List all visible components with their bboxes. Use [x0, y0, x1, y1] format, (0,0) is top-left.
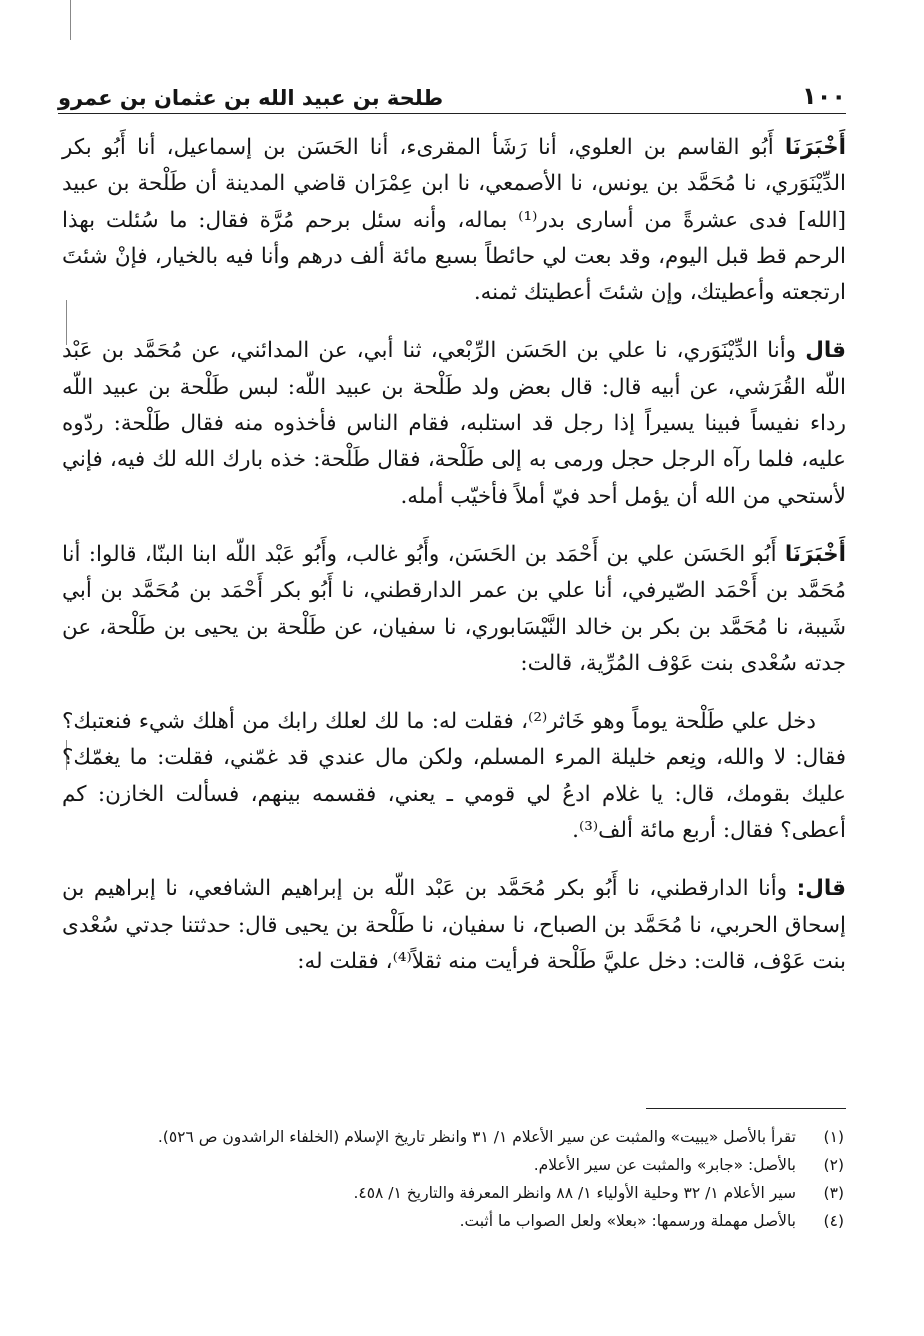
- paragraph-lead: قال:: [796, 876, 846, 902]
- page-number: ١٠٠: [802, 82, 846, 110]
- footnote-text: بالأصل: «جابر» والمثبت عن سير الأعلام.: [533, 1156, 796, 1174]
- footnote: [70, 1124, 844, 1150]
- main-text: [62, 130, 846, 1002]
- paragraph-lead: قال: [805, 338, 846, 364]
- footnote-number: (٤): [823, 1212, 844, 1230]
- footnote-number: (١): [823, 1128, 844, 1146]
- footnote: [70, 1180, 844, 1206]
- paragraph: [62, 130, 846, 311]
- paragraph: [62, 333, 846, 514]
- footnote-number: (٢): [823, 1156, 844, 1174]
- paragraph-text: وأنا الدِّيْنَوَري، نا علي بن الحَسَن الرِّبْعي، ثنا أبي، عن المدائني، عن مُحَمَّد بن عَبْد اللّه القُرَشي، عن أبيه قال: قال بعض ولد طَلْحة بن عبيد اللّه: لبس طَلْحة بن عبيد اللّه رداء نفيساً فبينا يسيراً إذا رجل قد استلبه، فقام الناس فأخذوه منه فقال طَلْحة: ردّوه عليه، فلما رآه الرجل حجل ورمى به إلى طَلْحة، فقال طَلْحة: خذه بارك الله لك فيه، فإني لأستحي من الله أن يؤمل أحد فيّ أملاً فأخيّب أمله.: [62, 338, 846, 509]
- footnote-text: تقرأ بالأصل «يبيت» والمثبت عن سير الأعلام ١/ ٣١ وانظر تاريخ الإسلام (الخلفاء الراشدون ص ٥٢٦).: [157, 1128, 796, 1146]
- scan-margin-line: [70, 0, 71, 40]
- footnote-divider: [646, 1108, 846, 1109]
- paragraph-lead: أَخْبَرَنَا: [784, 541, 846, 567]
- paragraph: [62, 704, 846, 849]
- footnote: [70, 1152, 844, 1178]
- footnote-number: (٣): [823, 1184, 844, 1202]
- paragraph: [62, 871, 846, 980]
- running-title: طلحة بن عبيد الله بن عثمان بن عمرو: [58, 86, 444, 110]
- footnote: [70, 1208, 844, 1234]
- footnote-text: بالأصل مهملة ورسمها: «بعلا» ولعل الصواب ما أثبت.: [459, 1212, 796, 1230]
- paragraph-text: أَبُو القاسم بن العلوي، أنا رَشَأ المقرىء، أنا الحَسَن بن إسماعيل، أنا أَبُو بكر الدِّيْنَوَري، نا مُحَمَّد بن يونس، نا الأصمعي، نا ابن عِمْرَان قاضي المدينة أن طَلْحة بن عبيد [الله] فدى عشرةً من أسارى بدر⁽¹⁾ بماله، وأنه سئل برحم مُرَّة فقال: ما سُئلت بهذا الرحم قط قبل اليوم، وقد بعت لي حائطاً بسبع مائة ألف درهم وأنا فيه بالخيار، فإنْ شئتَ ارتجعته وأعطيتك، وإن شئتَ أعطيتك ثمنه.: [62, 135, 846, 306]
- paragraph-text: دخل علي طَلْحة يوماً وهو خَاثر⁽²⁾، فقلت له: ما لك لعلك رابك من أهلك شيء فنعتبك؟ فقال: لا والله، ونِعم خليلة المرء المسلم، ولكن مال عندي قد غمّني، فقلت: ما يغمّك؟ عليك بقومك، قال: يا غلام ادعُ لي قومي ـ يعني، فقسمه بينهم، فسألت الخازن: كم أعطى؟ فقال: أربع مائة ألف⁽³⁾.: [62, 709, 846, 844]
- footnotes: [70, 1124, 844, 1236]
- paragraph-lead: أَخْبَرَنَا: [784, 135, 846, 160]
- header-divider: [58, 113, 846, 114]
- footnote-text: سير الأعلام ١/ ٣٢ وحلية الأولياء ١/ ٨٨ وانظر المعرفة والتاريخ ١/ ٤٥٨.: [353, 1184, 796, 1202]
- page-header: [58, 70, 846, 110]
- paragraph-text: أَبُو الحَسَن علي بن أَحْمَد بن الحَسَن، وأَبُو غالب، وأَبُو عَبْد اللّه ابنا البنّا، قالوا: أنا مُحَمَّد بن أَحْمَد الصّيرفي، أنا علي بن عمر الدارقطني، نا أَبُو بكر أَحْمَد بن مُحَمَّد بن أبي شَيبة، نا مُحَمَّد بن بكر بن خالد النَّيْسَابوري، نا سفيان، عن طَلْحة بن يحيى بن طَلْحة، عن جدته سُعْدى بنت عَوْف المُرِّية، قالت:: [62, 541, 846, 676]
- paragraph-text: وأنا الدارقطني، نا أَبُو بكر مُحَمَّد بن عَبْد اللّه بن إبراهيم الشافعي، نا إبراهيم بن إسحاق الحربي، نا مُحَمَّد بن الصباح، نا سفيان، نا طَلْحة بن يحيى قال: حدثتنا جدتي سُعْدى بنت عَوْف، قالت: دخل عليَّ طَلْحة فرأيت منه ثقلاً⁽⁴⁾، فقلت له:: [62, 876, 846, 974]
- paragraph: [62, 537, 846, 682]
